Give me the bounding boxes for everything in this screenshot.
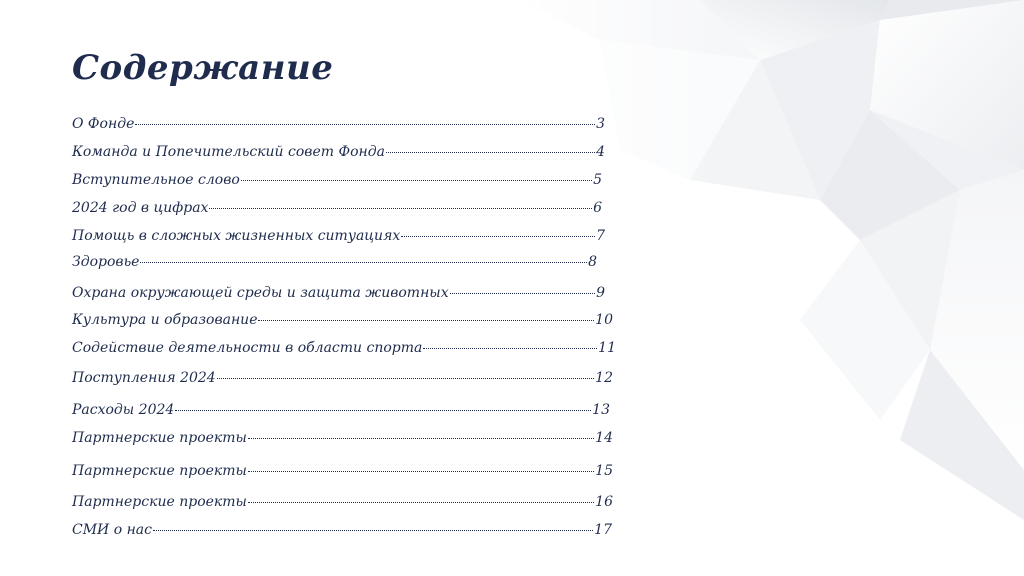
- dot-leader: [258, 320, 594, 321]
- toc-entry-page-number: 16: [595, 494, 613, 510]
- toc-entry-page-number: 9: [596, 285, 605, 301]
- dot-leader: [248, 502, 594, 503]
- toc-entry-page-number: 10: [595, 312, 613, 328]
- toc-entry-page-number: 12: [595, 370, 613, 386]
- dot-leader: [248, 471, 594, 472]
- toc-entry[interactable]: [72, 402, 610, 422]
- dot-leader: [217, 378, 594, 379]
- dot-leader: [248, 438, 594, 439]
- toc-entry[interactable]: [72, 430, 613, 450]
- dot-leader: [386, 152, 595, 153]
- toc-entry-label: 2024 год в цифрах: [72, 200, 209, 216]
- toc-entry-label: Здоровье: [72, 254, 140, 270]
- toc-entry[interactable]: [72, 116, 605, 136]
- page-title: Содержание: [72, 48, 334, 88]
- dot-leader: [423, 348, 597, 349]
- toc-entry[interactable]: [72, 522, 612, 542]
- toc-entry[interactable]: [72, 285, 605, 305]
- toc-entry-label: Охрана окружающей среды и защита животных: [72, 285, 449, 301]
- toc-entry-label: Партнерские проекты: [72, 463, 247, 479]
- dot-leader: [209, 208, 592, 209]
- toc-entry[interactable]: [72, 172, 602, 192]
- dot-leader: [241, 180, 592, 181]
- toc-entry[interactable]: [72, 463, 613, 483]
- dot-leader: [153, 530, 593, 531]
- toc-entry-label: Расходы 2024: [72, 402, 175, 418]
- toc-entry[interactable]: [72, 200, 602, 220]
- toc-entry-page-number: 14: [595, 430, 613, 446]
- toc-entry-label: Партнерские проекты: [72, 430, 247, 446]
- toc-entry-label: Команда и Попечительский совет Фонда: [72, 144, 385, 160]
- toc-entry[interactable]: [72, 494, 613, 514]
- dot-leader: [140, 262, 587, 263]
- toc-entry-label: Культура и образование: [72, 312, 258, 328]
- dot-leader: [135, 124, 595, 125]
- toc-entry-label: Партнерские проекты: [72, 494, 247, 510]
- dot-leader: [450, 293, 595, 294]
- toc-entry-label: Содействие деятельности в области спорта: [72, 340, 423, 356]
- toc-entry-page-number: 13: [592, 402, 610, 418]
- toc-entry-label: О Фонде: [72, 116, 135, 132]
- toc-entry[interactable]: [72, 254, 597, 274]
- toc-entry-page-number: 11: [598, 340, 616, 356]
- dot-leader: [401, 236, 595, 237]
- toc-entry-label: Поступления 2024: [72, 370, 216, 386]
- toc-entry-page-number: 3: [596, 116, 605, 132]
- toc-entry-page-number: 17: [594, 522, 612, 538]
- toc-entry-page-number: 15: [595, 463, 613, 479]
- toc-entry-label: Вступительное слово: [72, 172, 240, 188]
- toc-entry-page-number: 7: [596, 228, 605, 244]
- toc-entry[interactable]: [72, 370, 613, 390]
- toc-entry[interactable]: [72, 340, 616, 360]
- toc-entry[interactable]: [72, 228, 605, 248]
- toc-entry-page-number: 8: [588, 254, 597, 270]
- toc-entry-page-number: 5: [593, 172, 602, 188]
- toc-entry[interactable]: [72, 144, 605, 164]
- toc-entry-page-number: 6: [593, 200, 602, 216]
- toc-entry-page-number: 4: [596, 144, 605, 160]
- toc-entry[interactable]: [72, 312, 613, 332]
- toc-entry-label: Помощь в сложных жизненных ситуациях: [72, 228, 401, 244]
- toc-entry-label: СМИ о нас: [72, 522, 152, 538]
- dot-leader: [175, 410, 591, 411]
